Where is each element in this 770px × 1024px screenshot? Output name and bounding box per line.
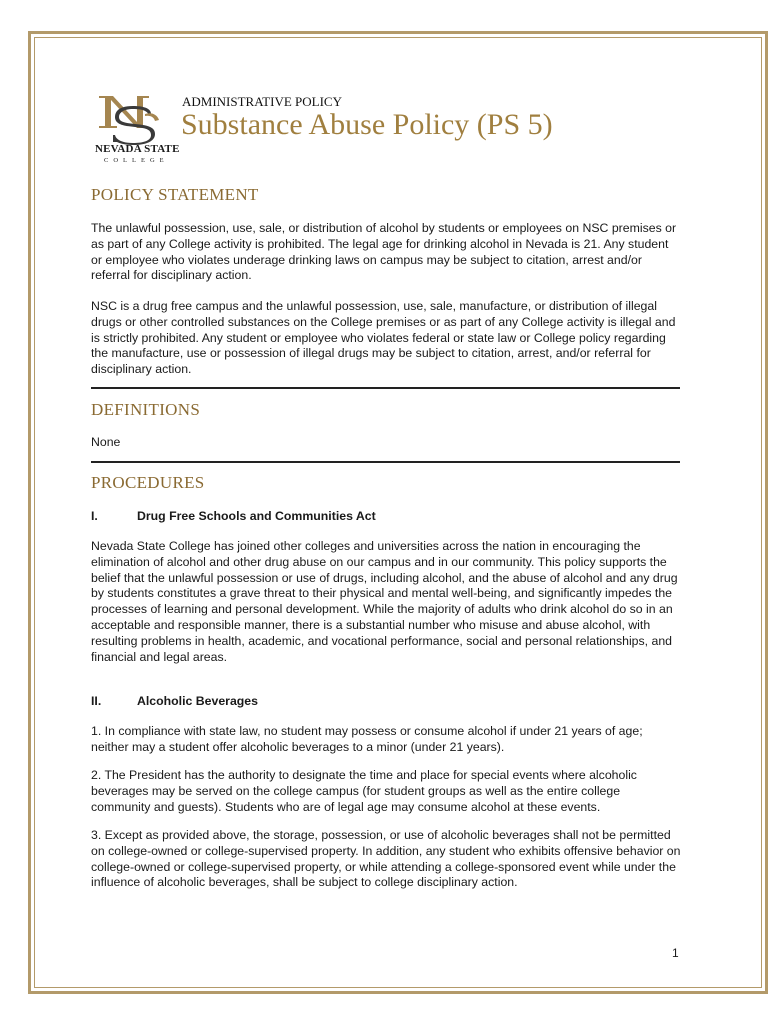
- section-2-number: II.: [91, 694, 102, 708]
- procedures-heading: PROCEDURES: [91, 473, 205, 492]
- document-title: Substance Abuse Policy (PS 5): [181, 108, 553, 141]
- section-1-title: Drug Free Schools and Communities Act: [137, 509, 376, 523]
- policy-statement-paragraph-2: NSC is a drug free campus and the unlawful possession, use, sale, manufacture, or distribution of illegal drugs or other controlled substances on the College premises or as part of any College activity is illegal and is strictly prohibited. Any student or employee who violates federal or state law or College policy regarding the manufacture, use or possession of illegal drugs may be subject to citation, arrest, and/or referral for disciplinary action.: [91, 299, 676, 377]
- logo-college-text: COLLEGE: [104, 157, 169, 164]
- section-1-text: Nevada State College has joined other colleges and universities across the nation in encouraging the elimination of alcohol and other drug abuse on our campus and in our community. This policy supports the belief that the unlawful possession or use of drugs, including alcohol, and the abuse of alcohol and any drug by students constitutes a grave threat to their physical and mental well-being, and significantly impedes the processes of learning and personal development. While the majority of adults who drink alcohol do so in an acceptable and responsible manner, there is a substantial number who misuse and abuse alcohol, with resulting problems in health, academic, and vocational performance, social and personal relationships, and financial and legal areas.: [91, 539, 678, 664]
- section-2-item-1: 1. In compliance with state law, no student may possess or consume alcohol if under 21 years of age; neither may a student offer alcoholic beverages to a minor (under 21 years).: [91, 724, 643, 754]
- section-2-title: Alcoholic Beverages: [137, 694, 258, 708]
- logo-name-text: NEVADA STATE: [95, 143, 180, 155]
- section-2-item-3: 3. Except as provided above, the storage, possession, or use of alcoholic beverages shall not be permitted on college-owned or college-supervised property. In addition, any student who exhibits offensive behavior on college-owned or college-supervised property, or while attending a college-sponsored event while under the influence of alcoholic beverages, shall be subject to college disciplinary action.: [91, 828, 681, 890]
- policy-statement-heading: POLICY STATEMENT: [91, 185, 259, 204]
- page-number: 1: [672, 946, 679, 960]
- section-2-item-2: 2. The President has the authority to designate the time and place for special events where alcoholic beverages may be served on the college campus (for student groups as well as the entire college community and guests). Students who are of legal age may consume alcohol at these events.: [91, 768, 637, 814]
- section-divider: [91, 387, 680, 389]
- section-1-number: I.: [91, 509, 98, 523]
- definitions-text: None: [91, 435, 121, 449]
- definitions-heading: DEFINITIONS: [91, 400, 201, 419]
- document-label: ADMINISTRATIVE POLICY: [182, 94, 342, 109]
- policy-statement-paragraph-1: The unlawful possession, use, sale, or distribution of alcohol by students or employees on NSC premises or as part of any College activity is prohibited. The legal age for drinking alcohol in Nevada is 21. Any student or employee who violates underage drinking laws on campus may be subject to citation, arrest and/or referral for disciplinary action.: [91, 221, 677, 283]
- section-divider: [91, 461, 680, 463]
